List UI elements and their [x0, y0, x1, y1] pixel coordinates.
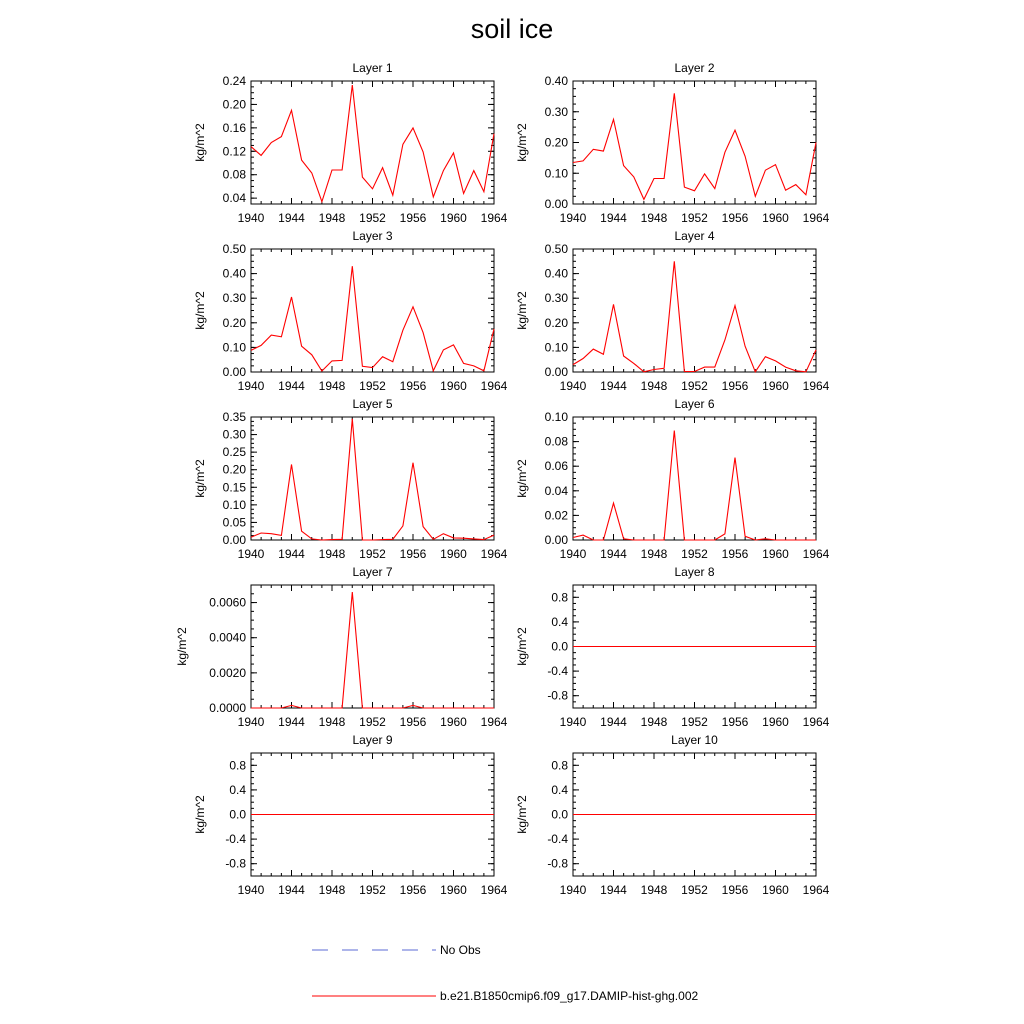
y-tick-label-7: 0.0020 — [209, 665, 246, 680]
page-title: soil ice — [470, 14, 554, 44]
x-tick-label-10: 1956 — [721, 883, 749, 897]
y-axis-label-7: kg/m^2 — [175, 627, 189, 666]
y-tick-label-6: 0.00 — [544, 533, 568, 547]
panel-title-1: Layer 1 — [352, 61, 393, 75]
y-tick-label-2: 0.40 — [544, 74, 568, 88]
x-tick-label-6: 1952 — [681, 547, 708, 561]
y-tick-label-3: 0.40 — [222, 266, 246, 281]
x-tick-label-9: 1952 — [359, 883, 386, 897]
y-tick-label-10: -0.4 — [547, 832, 568, 847]
series-line-4 — [573, 261, 816, 372]
x-tick-label-7: 1960 — [440, 715, 467, 729]
x-tick-label-10: 1952 — [681, 883, 708, 897]
x-tick-label-8: 1960 — [762, 715, 789, 729]
plot-frame-1 — [251, 81, 494, 204]
y-tick-label-9: -0.8 — [225, 856, 246, 871]
x-tick-label-3: 1960 — [440, 379, 467, 393]
y-tick-label-3: 0.20 — [222, 315, 246, 330]
x-tick-label-4: 1960 — [762, 379, 789, 393]
panel-title-6: Layer 6 — [674, 397, 715, 411]
x-tick-label-3: 1944 — [278, 379, 305, 393]
y-tick-label-1: 0.12 — [222, 144, 246, 159]
series-line-7 — [251, 592, 494, 708]
panel-title-2: Layer 2 — [674, 61, 715, 75]
y-tick-label-9: 0.8 — [229, 758, 246, 773]
y-tick-label-4: 0.50 — [544, 242, 568, 256]
y-tick-label-5: 0.35 — [222, 410, 246, 424]
x-tick-label-2: 1940 — [559, 211, 587, 225]
y-axis-label-1: kg/m^2 — [193, 123, 207, 162]
x-tick-label-7: 1940 — [237, 715, 265, 729]
plot-frame-2 — [573, 81, 816, 204]
x-tick-label-9: 1948 — [318, 883, 346, 897]
x-tick-label-6: 1944 — [600, 547, 627, 561]
y-tick-label-6: 0.04 — [544, 483, 568, 498]
x-tick-label-10: 1944 — [600, 883, 627, 897]
x-tick-label-5: 1940 — [237, 547, 265, 561]
x-tick-label-1: 1952 — [359, 211, 386, 225]
y-tick-label-7: 0.0060 — [209, 595, 246, 610]
y-axis-label-8: kg/m^2 — [515, 627, 529, 666]
panel-title-10: Layer 10 — [671, 733, 718, 747]
y-tick-label-2: 0.30 — [544, 104, 568, 119]
y-tick-label-4: 0.30 — [544, 291, 568, 306]
x-tick-label-6: 1964 — [802, 547, 830, 561]
plot-frame-4 — [573, 249, 816, 372]
x-tick-label-1: 1940 — [237, 211, 265, 225]
x-tick-label-4: 1940 — [559, 379, 587, 393]
x-tick-label-7: 1956 — [399, 715, 427, 729]
y-tick-label-1: 0.08 — [222, 167, 246, 182]
plot-frame-5 — [251, 417, 494, 540]
x-tick-label-3: 1952 — [359, 379, 386, 393]
x-tick-label-8: 1956 — [721, 715, 749, 729]
y-tick-label-3: 0.50 — [222, 242, 246, 256]
x-tick-label-2: 1956 — [721, 211, 749, 225]
panel-title-9: Layer 9 — [352, 733, 393, 747]
x-tick-label-2: 1952 — [681, 211, 708, 225]
x-tick-label-9: 1964 — [480, 883, 508, 897]
series-line-6 — [573, 431, 816, 541]
x-tick-label-8: 1948 — [640, 715, 668, 729]
x-tick-label-10: 1948 — [640, 883, 668, 897]
x-tick-label-5: 1952 — [359, 547, 386, 561]
x-tick-label-7: 1952 — [359, 715, 386, 729]
y-tick-label-1: 0.04 — [222, 191, 246, 206]
y-tick-label-6: 0.02 — [544, 508, 568, 523]
x-tick-label-5: 1948 — [318, 547, 346, 561]
y-tick-label-1: 0.16 — [222, 120, 246, 135]
x-tick-label-4: 1964 — [802, 379, 830, 393]
plot-frame-7 — [251, 585, 494, 708]
y-tick-label-4: 0.10 — [544, 340, 568, 355]
y-tick-label-7: 0.0040 — [209, 630, 246, 645]
y-tick-label-5: 0.05 — [222, 515, 246, 530]
y-tick-label-8: -0.4 — [547, 664, 568, 679]
x-tick-label-9: 1960 — [440, 883, 467, 897]
y-axis-label-6: kg/m^2 — [515, 459, 529, 498]
x-tick-label-3: 1964 — [480, 379, 508, 393]
y-tick-label-2: 0.10 — [544, 166, 568, 181]
y-axis-label-9: kg/m^2 — [193, 795, 207, 834]
plot-frame-3 — [251, 249, 494, 372]
x-tick-label-5: 1944 — [278, 547, 305, 561]
series-line-3 — [251, 266, 494, 371]
x-tick-label-6: 1956 — [721, 547, 749, 561]
x-tick-label-5: 1956 — [399, 547, 427, 561]
x-tick-label-4: 1948 — [640, 379, 668, 393]
x-tick-label-5: 1960 — [440, 547, 467, 561]
y-tick-label-5: 0.25 — [222, 445, 246, 460]
y-tick-label-3: 0.10 — [222, 340, 246, 355]
x-tick-label-8: 1964 — [802, 715, 830, 729]
y-tick-label-5: 0.30 — [222, 427, 246, 442]
x-tick-label-1: 1948 — [318, 211, 346, 225]
y-tick-label-5: 0.20 — [222, 462, 246, 477]
y-tick-label-6: 0.06 — [544, 459, 568, 474]
x-tick-label-1: 1960 — [440, 211, 467, 225]
x-tick-label-1: 1964 — [480, 211, 508, 225]
y-tick-label-3: 0.00 — [222, 365, 246, 379]
panel-title-3: Layer 3 — [352, 229, 393, 243]
x-tick-label-3: 1940 — [237, 379, 265, 393]
x-tick-label-3: 1948 — [318, 379, 346, 393]
x-tick-label-2: 1948 — [640, 211, 668, 225]
y-tick-label-8: 0.8 — [551, 590, 568, 605]
x-tick-label-8: 1944 — [600, 715, 627, 729]
y-tick-label-4: 0.00 — [544, 365, 568, 379]
y-tick-label-10: -0.8 — [547, 856, 568, 871]
x-tick-label-6: 1960 — [762, 547, 789, 561]
x-tick-label-7: 1964 — [480, 715, 508, 729]
legend-model-label: b.e21.B1850cmip6.f09_g17.DAMIP-hist-ghg.002 — [440, 989, 699, 1003]
x-tick-label-2: 1964 — [802, 211, 830, 225]
y-tick-label-8: 0.4 — [551, 614, 568, 629]
y-tick-label-1: 0.24 — [222, 74, 246, 88]
x-tick-label-9: 1944 — [278, 883, 305, 897]
x-tick-label-7: 1948 — [318, 715, 346, 729]
x-tick-label-1: 1944 — [278, 211, 305, 225]
y-axis-label-5: kg/m^2 — [193, 459, 207, 498]
x-tick-label-5: 1964 — [480, 547, 508, 561]
x-tick-label-10: 1940 — [559, 883, 587, 897]
x-tick-label-9: 1956 — [399, 883, 427, 897]
series-line-1 — [251, 85, 494, 202]
x-tick-label-10: 1960 — [762, 883, 789, 897]
x-tick-label-4: 1952 — [681, 379, 708, 393]
y-tick-label-10: 0.0 — [551, 807, 568, 822]
y-tick-label-10: 0.4 — [551, 782, 568, 797]
y-tick-label-4: 0.20 — [544, 315, 568, 330]
x-tick-label-6: 1940 — [559, 547, 587, 561]
x-tick-label-8: 1952 — [681, 715, 708, 729]
x-tick-label-10: 1964 — [802, 883, 830, 897]
x-tick-label-8: 1940 — [559, 715, 587, 729]
y-tick-label-9: 0.0 — [229, 807, 246, 822]
x-tick-label-2: 1944 — [600, 211, 627, 225]
y-tick-label-2: 0.20 — [544, 135, 568, 150]
legend-no-obs-label: No Obs — [440, 943, 481, 957]
panel-title-8: Layer 8 — [674, 565, 715, 579]
y-axis-label-2: kg/m^2 — [515, 123, 529, 162]
y-tick-label-9: 0.4 — [229, 782, 246, 797]
x-tick-label-2: 1960 — [762, 211, 789, 225]
series-line-2 — [573, 93, 816, 199]
y-tick-label-8: 0.0 — [551, 639, 568, 654]
y-tick-label-6: 0.08 — [544, 434, 568, 449]
x-tick-label-6: 1948 — [640, 547, 668, 561]
y-tick-label-5: 0.15 — [222, 480, 246, 495]
x-tick-label-4: 1956 — [721, 379, 749, 393]
y-tick-label-5: 0.00 — [222, 533, 246, 547]
y-axis-label-3: kg/m^2 — [193, 291, 207, 330]
x-tick-label-7: 1944 — [278, 715, 305, 729]
panel-title-7: Layer 7 — [352, 565, 393, 579]
x-tick-label-1: 1956 — [399, 211, 427, 225]
x-tick-label-9: 1940 — [237, 883, 265, 897]
x-tick-label-3: 1956 — [399, 379, 427, 393]
series-line-5 — [251, 419, 494, 540]
plot-frame-6 — [573, 417, 816, 540]
panel-title-4: Layer 4 — [674, 229, 715, 243]
y-tick-label-8: -0.8 — [547, 688, 568, 703]
y-tick-label-3: 0.30 — [222, 291, 246, 306]
y-tick-label-4: 0.40 — [544, 266, 568, 281]
x-tick-label-4: 1944 — [600, 379, 627, 393]
y-tick-label-2: 0.00 — [544, 197, 568, 211]
y-tick-label-1: 0.20 — [222, 97, 246, 112]
panel-title-5: Layer 5 — [352, 397, 393, 411]
y-tick-label-6: 0.10 — [544, 410, 568, 424]
y-axis-label-4: kg/m^2 — [515, 291, 529, 330]
y-tick-label-10: 0.8 — [551, 758, 568, 773]
y-tick-label-5: 0.10 — [222, 497, 246, 512]
y-tick-label-9: -0.4 — [225, 832, 246, 847]
y-axis-label-10: kg/m^2 — [515, 795, 529, 834]
y-tick-label-7: 0.0000 — [209, 701, 246, 715]
